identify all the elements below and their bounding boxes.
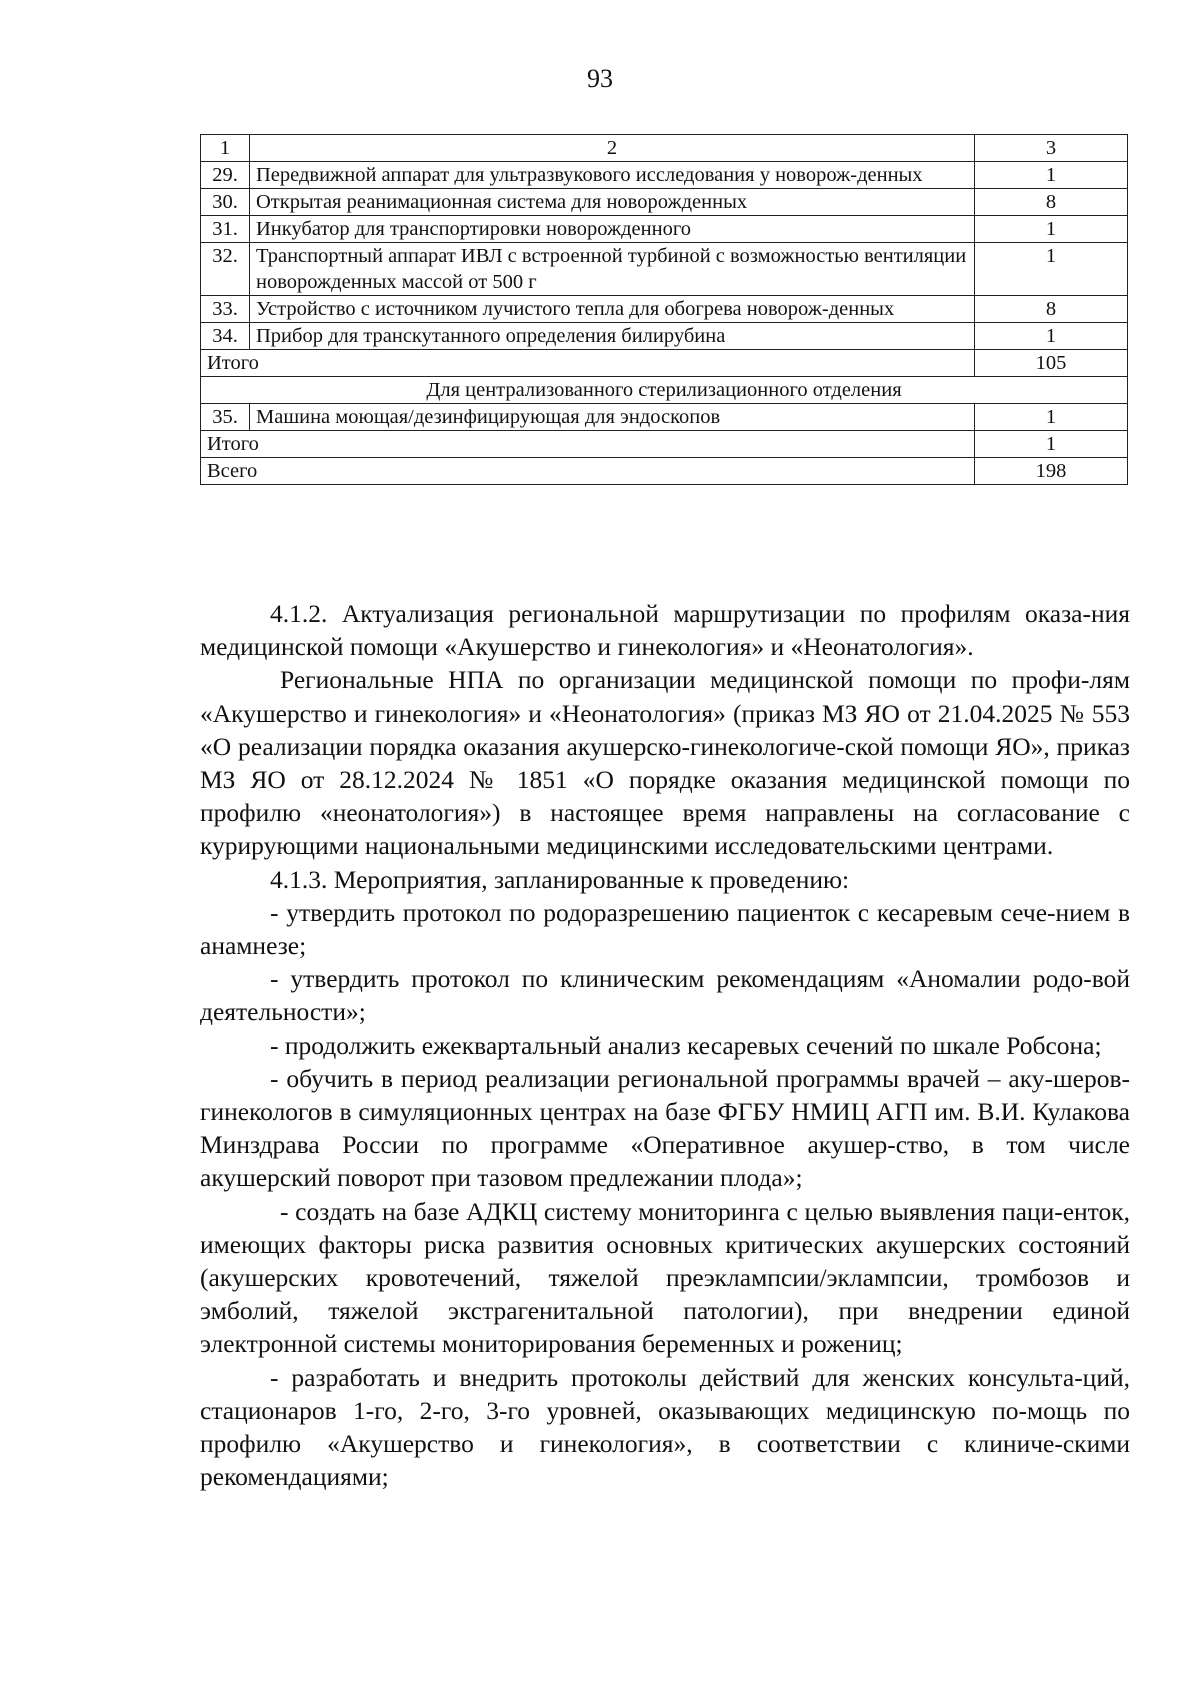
row-num: 32. xyxy=(201,243,250,296)
table-header-row xyxy=(201,135,1128,162)
row-qty: 1 xyxy=(975,216,1128,243)
table-row xyxy=(201,162,1128,189)
paragraph-4-1-2: 4.1.2. Актуализация региональной маршрутизации по профилям оказа-ния медицинской помощи «Акушерство и гинекология» и «Неонатология». xyxy=(200,599,1130,662)
header-cell-name: 2 xyxy=(250,135,975,162)
total-label: Всего xyxy=(201,458,975,485)
row-qty: 8 xyxy=(975,296,1128,323)
row-name: Передвижной аппарат для ультразвукового исследования у новорож-денных xyxy=(250,162,975,189)
subtotal-qty: 105 xyxy=(975,350,1128,377)
list-item: - утвердить протокол по родоразрешению пациенток с кесаревым сече-нием в анамнезе; xyxy=(200,897,1130,961)
body-text xyxy=(200,597,1130,1493)
list-item: - продолжить ежеквартальный анализ кесаревых сечений по шкале Робсона; xyxy=(270,1030,1102,1060)
list-item: - создать на базе АДКЦ систему мониторинга с целью выявления паци-енток, имеющих факторы риска развития основных критических акушерских состояний (акушерских кровотечений, тяжелой преэклампсии/эклампсии, тромбозов и эмболий, тяжелой экстрагенитальной патологии), при внедрении единой электронной системы мониторирования беременных и рожениц; xyxy=(200,1196,1130,1359)
row-qty: 8 xyxy=(975,189,1128,216)
row-name: Устройство с источником лучистого тепла для обогрева новорож-денных xyxy=(250,296,975,323)
row-name: Машина моющая/дезинфицирующая для эндоскопов xyxy=(250,404,975,431)
row-name: Прибор для транскутанного определения билирубина xyxy=(250,323,975,350)
subtotal-row xyxy=(201,431,1128,458)
table-row xyxy=(201,296,1128,323)
subtotal-qty: 1 xyxy=(975,431,1128,458)
row-name: Инкубатор для транспортировки новорожденного xyxy=(250,216,975,243)
row-name: Открытая реанимационная система для новорожденных xyxy=(250,189,975,216)
page-number: 93 xyxy=(587,64,613,93)
row-num: 35. xyxy=(201,404,250,431)
subtotal-label: Итого xyxy=(201,350,975,377)
row-num: 30. xyxy=(201,189,250,216)
row-name: Транспортный аппарат ИВЛ с встроенной турбиной с возможностью вентиляции новорожденных массой от 500 г xyxy=(250,243,975,296)
subtotal-label: Итого xyxy=(201,431,975,458)
list-item: - разработать и внедрить протоколы действий для женских консульта-ций, стационаров 1-го, 2-го, 3-го уровней, оказывающих медицинскую по-мощь по профилю «Акушерство и гинекология», в соответствии с клиниче-скими рекомендациями; xyxy=(200,1362,1130,1492)
table-row xyxy=(201,323,1128,350)
table-row xyxy=(201,243,1128,296)
row-num: 33. xyxy=(201,296,250,323)
header-cell-qty: 3 xyxy=(975,135,1128,162)
total-row xyxy=(201,458,1128,485)
paragraph-regional-npa: Региональные НПА по организации медицинской помощи по профи-лям «Акушерство и гинекология» и «Неонатология» (приказ МЗ ЯО от 21.04.2025 № 553 «О реализации порядка оказания акушерско-гинекологиче-ской помощи ЯО», приказ МЗ ЯО от 28.12.2024 № 1851 «О порядке оказания медицинской помощи по профилю «неонатология») в настоящее время направлены на согласование с курирующими национальными медицинскими исследовательскими центрами. xyxy=(200,665,1130,861)
table-row xyxy=(201,404,1128,431)
total-qty: 198 xyxy=(975,458,1128,485)
row-num: 31. xyxy=(201,216,250,243)
list-item: - обучить в период реализации региональной программы врачей – аку-шеров-гинекологов в симуляционных центрах на базе ФГБУ НМИЦ АГП им. В.И. Кулакова Минздрава России по программе «Оперативное акушер-ство, в том числе акушерский поворот при тазовом предлежании плода»; xyxy=(200,1063,1130,1193)
header-cell-num: 1 xyxy=(201,135,250,162)
table-row xyxy=(201,216,1128,243)
list-item: - утвердить протокол по клиническим рекомендациям «Аномалии родо-вой деятельности»; xyxy=(200,964,1130,1027)
equipment-table xyxy=(200,134,1128,485)
section-title: Для централизованного стерилизационного отделения xyxy=(201,377,1128,404)
subtotal-row xyxy=(201,350,1128,377)
section-title-row xyxy=(201,377,1128,404)
paragraph-4-1-3: 4.1.3. Мероприятия, запланированные к проведению: xyxy=(270,864,850,894)
table-row xyxy=(201,189,1128,216)
row-num: 34. xyxy=(201,323,250,350)
row-qty: 1 xyxy=(975,323,1128,350)
row-qty: 1 xyxy=(975,243,1128,296)
row-qty: 1 xyxy=(975,404,1128,431)
row-qty: 1 xyxy=(975,162,1128,189)
row-num: 29. xyxy=(201,162,250,189)
